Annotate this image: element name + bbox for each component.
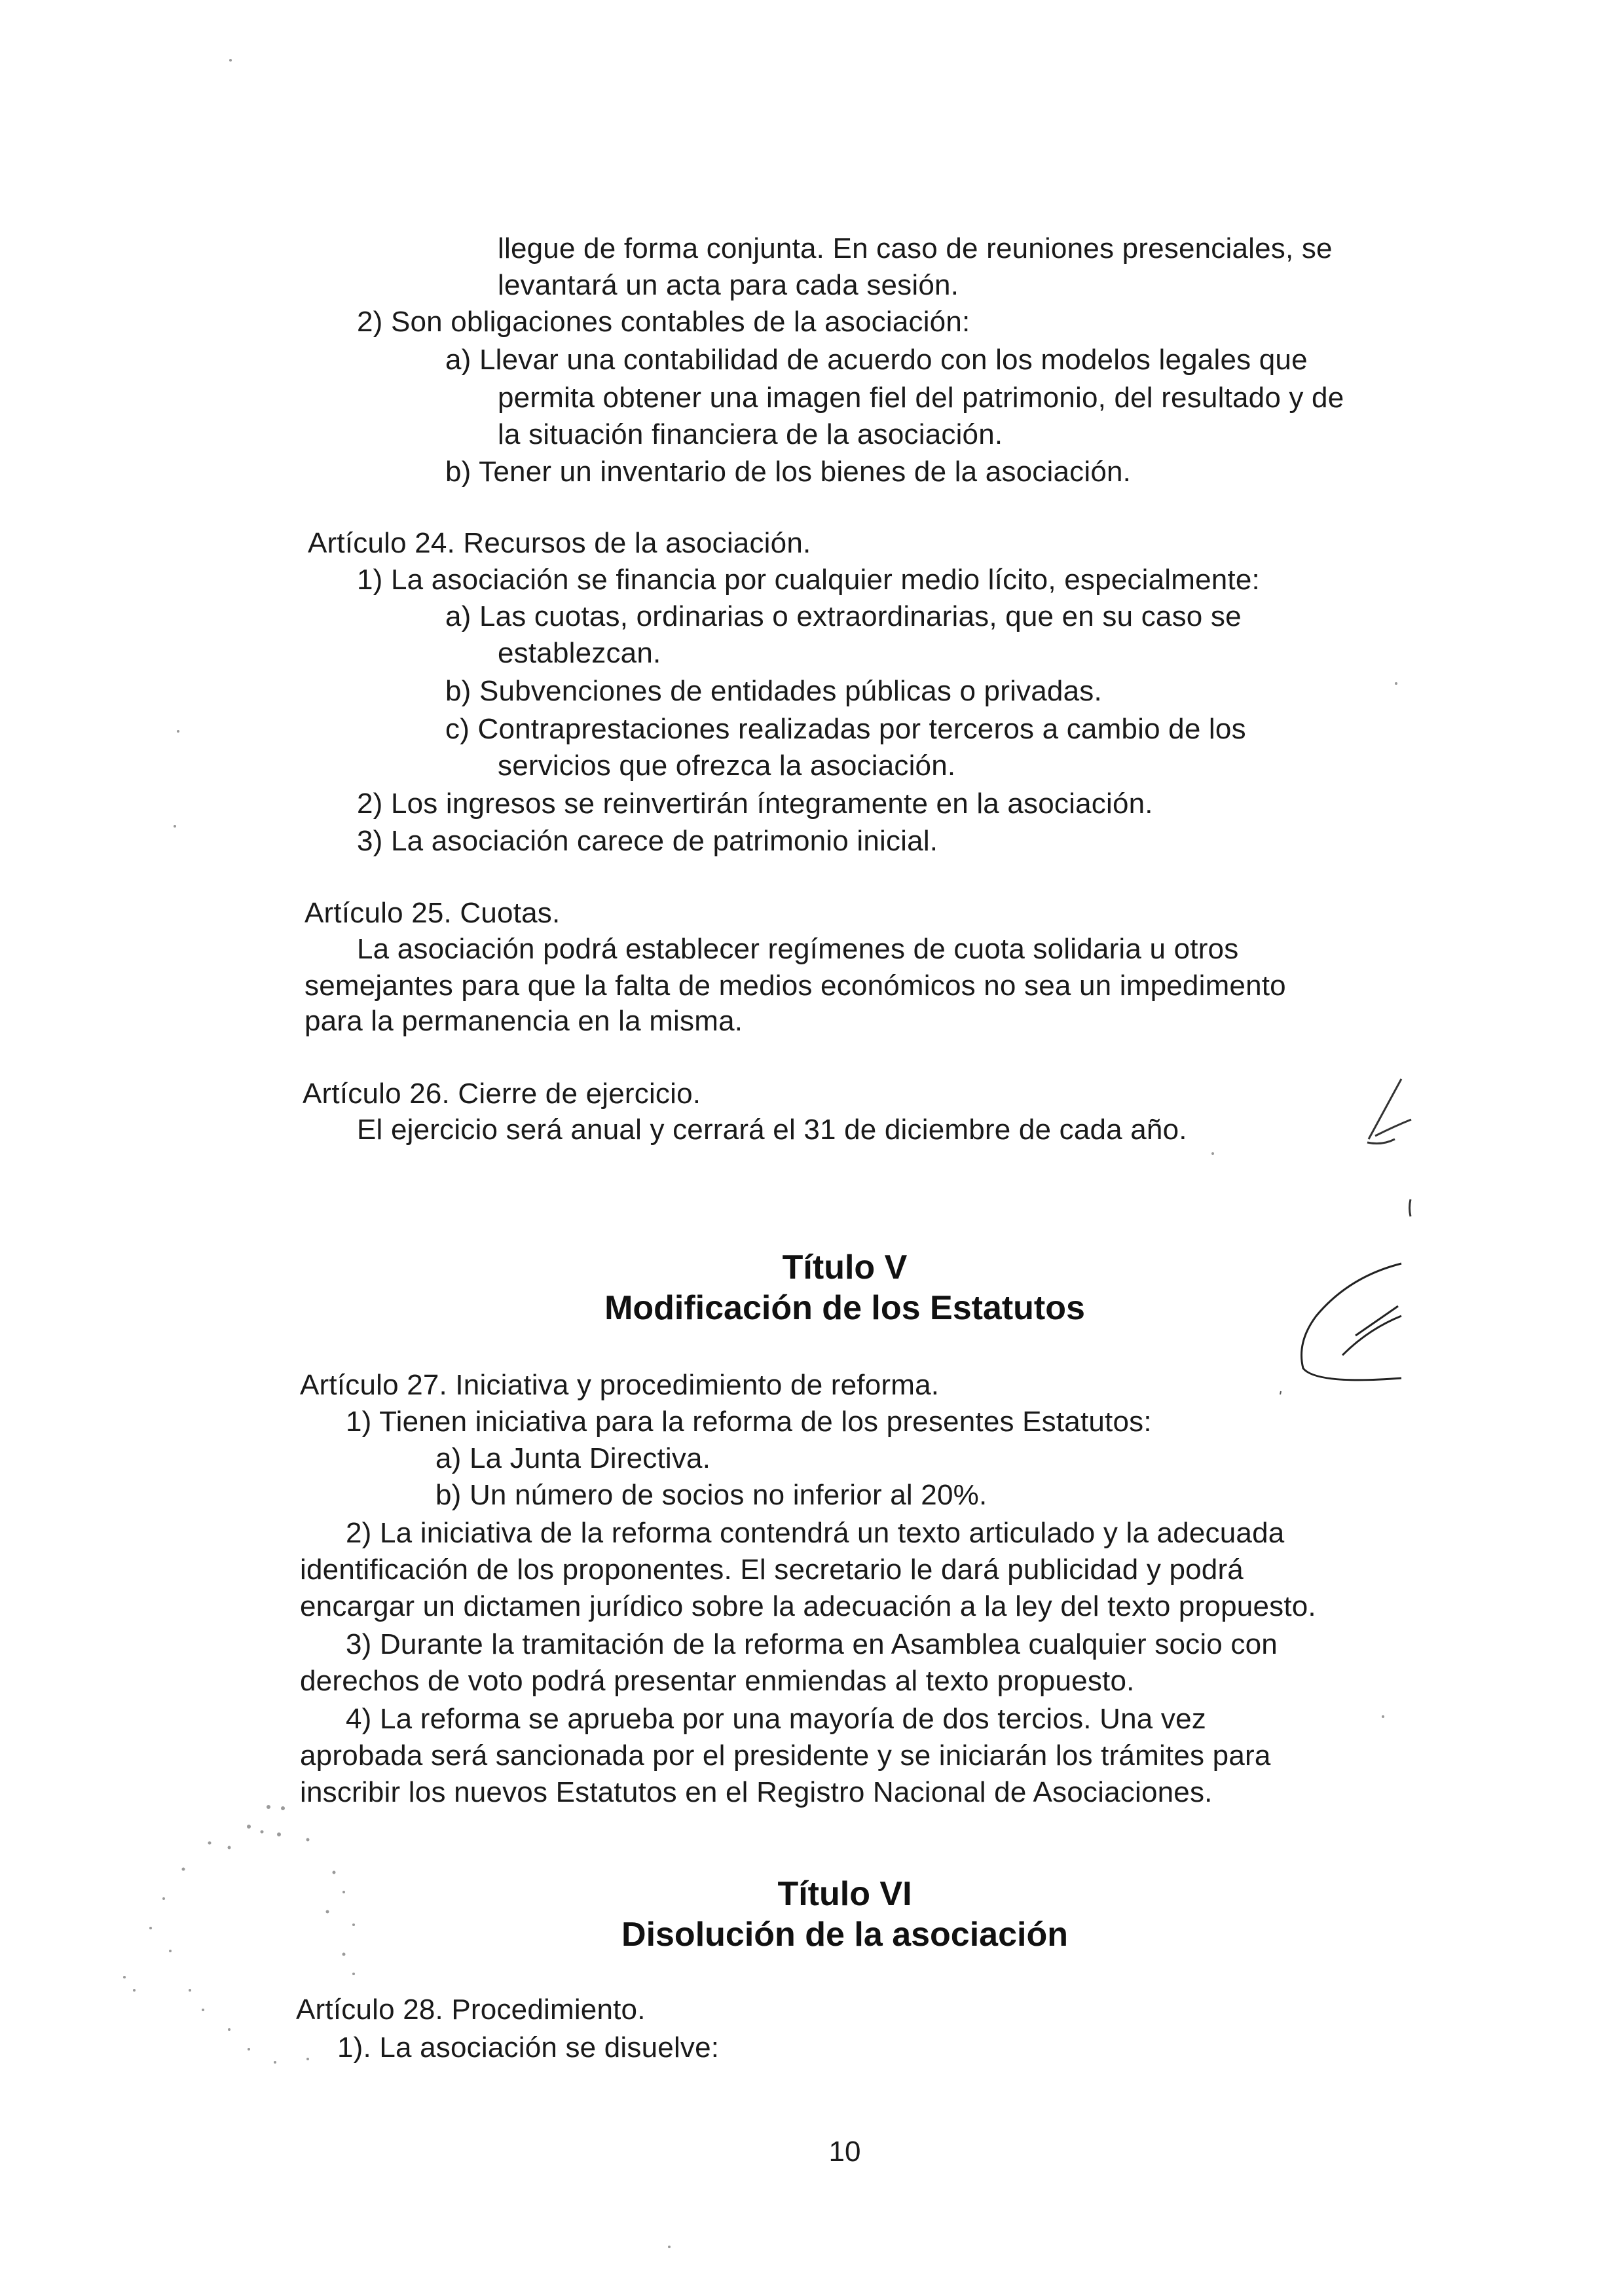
body-line: semejantes para que la falta de medios económicos no sea un impedimento xyxy=(304,970,1286,1002)
scan-speck xyxy=(1211,1152,1214,1155)
body-line: establezcan. xyxy=(498,637,661,669)
list-item: b) Un número de socios no inferior al 20%. xyxy=(435,1479,987,1511)
body-line: la situación financiera de la asociación. xyxy=(498,418,1003,450)
list-item: 1) La asociación se financia por cualquier medio lícito, especialmente: xyxy=(357,564,1260,596)
list-item: 2) Son obligaciones contables de la asociación: xyxy=(357,306,970,338)
scan-speck xyxy=(177,730,179,733)
scan-speck xyxy=(668,2246,671,2248)
text-line: llegue de forma conjunta. En caso de reuniones presenciales, se xyxy=(498,232,1333,264)
body-line: La asociación podrá establecer regímenes de cuota solidaria u otros xyxy=(357,933,1239,965)
handwritten-initial-mark xyxy=(1356,1074,1428,1152)
section-heading: Título V xyxy=(782,1248,908,1286)
section-heading: Título VI xyxy=(777,1875,912,1913)
page-number: 10 xyxy=(828,2136,861,2168)
list-item: b) Subvenciones de entidades públicas o privadas. xyxy=(445,675,1102,707)
body-line: derechos de voto podrá presentar enmiendas al texto propuesto. xyxy=(300,1665,1135,1697)
list-item: 1) Tienen iniciativa para la reforma de los presentes Estatutos: xyxy=(346,1406,1152,1438)
list-item: a) Llevar una contabilidad de acuerdo con los modelos legales que xyxy=(445,344,1308,376)
body-line: levantará un acta para cada sesión. xyxy=(498,269,959,301)
body-line: El ejercicio será anual y cerrará el 31 de diciembre de cada año. xyxy=(357,1114,1187,1146)
body-line: permita obtener una imagen fiel del patrimonio, del resultado y de xyxy=(498,382,1344,414)
body-line xyxy=(498,230,1408,267)
article-title: Artículo 27. Iniciativa y procedimiento de reforma. xyxy=(300,1369,940,1401)
article-title: Artículo 24. Recursos de la asociación. xyxy=(308,527,811,559)
body-line: identificación de los proponentes. El secretario le dará publicidad y podrá xyxy=(300,1554,1244,1586)
body-line: inscribir los nuevos Estatutos en el Registro Nacional de Asociaciones. xyxy=(300,1776,1213,1808)
section-subheading: Modificación de los Estatutos xyxy=(604,1289,1085,1327)
body-line: aprobada será sancionada por el presidente y se iniciarán los trámites para xyxy=(300,1740,1271,1772)
scan-speck xyxy=(229,59,232,62)
scan-speck xyxy=(1382,1715,1384,1718)
body-line: 4) La reforma se aprueba por una mayoría de dos tercios. Una vez xyxy=(346,1703,1206,1735)
list-item: 3) La asociación carece de patrimonio inicial. xyxy=(357,825,938,857)
article-title: Artículo 28. Procedimiento. xyxy=(296,1994,646,2026)
body-line: 3) Durante la tramitación de la reforma en Asamblea cualquier socio con xyxy=(346,1628,1278,1660)
faded-stamp-impression xyxy=(111,1794,452,2088)
list-item: b) Tener un inventario de los bienes de la asociación. xyxy=(445,456,1132,488)
body-line: servicios que ofrezca la asociación. xyxy=(498,750,956,782)
body-line: encargar un dictamen jurídico sobre la adecuación a la ley del texto propuesto. xyxy=(300,1590,1316,1622)
article-title: Artículo 25. Cuotas. xyxy=(304,897,561,929)
list-item: a) La Junta Directiva. xyxy=(435,1442,711,1474)
body-line: para la permanencia en la misma. xyxy=(304,1005,743,1037)
body-line: 2) La iniciativa de la reforma contendrá un texto articulado y la adecuada xyxy=(346,1517,1285,1549)
section-subheading: Disolución de la asociación xyxy=(621,1916,1068,1954)
handwritten-signature-mark xyxy=(1277,1244,1408,1394)
list-item: 1). La asociación se disuelve: xyxy=(337,2032,720,2064)
scan-speck xyxy=(174,825,176,828)
small-mark xyxy=(1407,1198,1414,1218)
list-item: a) Las cuotas, ordinarias o extraordinarias, que en su caso se xyxy=(445,600,1242,632)
list-item: 2) Los ingresos se reinvertirán íntegramente en la asociación. xyxy=(357,788,1153,820)
scan-speck xyxy=(1395,682,1397,685)
article-title: Artículo 26. Cierre de ejercicio. xyxy=(303,1078,701,1110)
list-item: c) Contraprestaciones realizadas por terceros a cambio de los xyxy=(445,713,1246,745)
